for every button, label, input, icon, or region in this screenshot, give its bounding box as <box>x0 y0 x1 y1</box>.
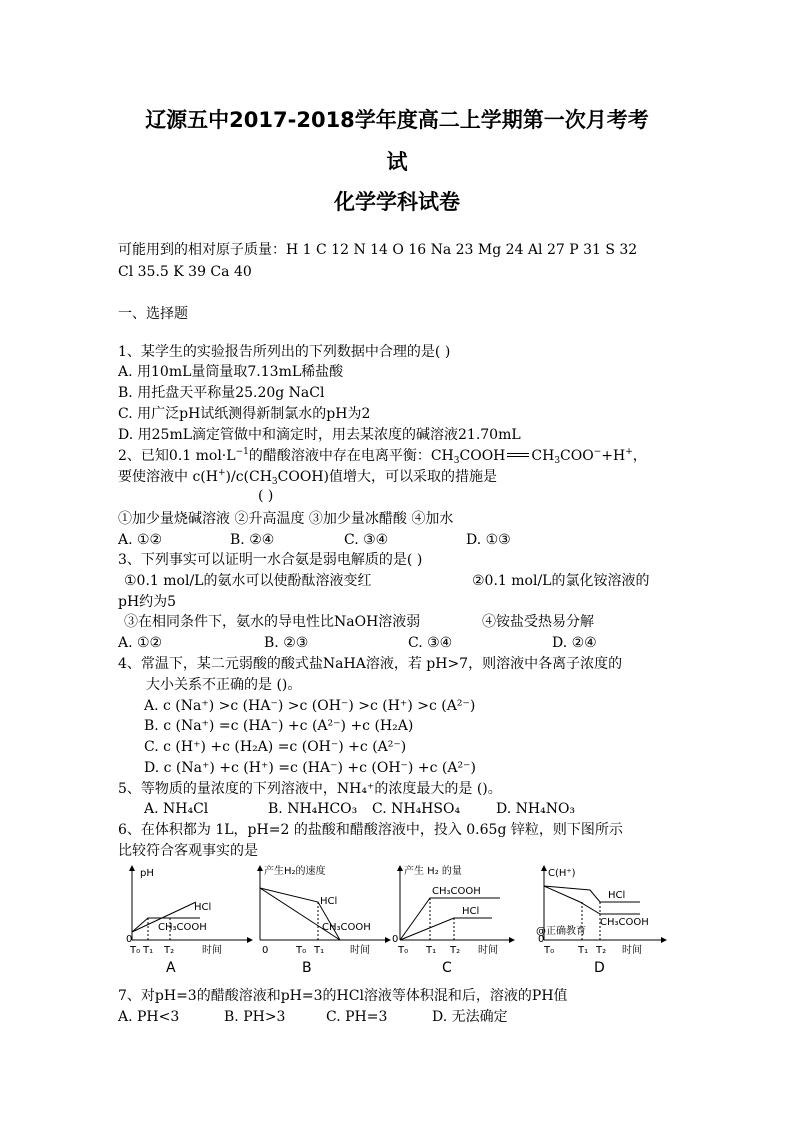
svg-text:0: 0 <box>538 934 545 945</box>
svg-text:T₀: T₀ <box>544 945 555 956</box>
svg-text:CH₃COOH: CH₃COOH <box>600 917 649 928</box>
q6-graphs <box>0 862 794 982</box>
q7-option-c: C. PH=3 <box>326 1009 388 1025</box>
q7-option-b: B. PH>3 <box>224 1009 286 1025</box>
svg-text:时间: 时间 <box>478 945 498 956</box>
section-title: 一、选择题 <box>118 306 188 322</box>
q4-option-b: B. c (Na⁺) =c (HA⁻) +c (A²⁻) +c (H₂A) <box>144 718 414 734</box>
svg-text:T₁: T₁ <box>578 945 589 956</box>
q3-option-d: D. ②④ <box>552 635 597 651</box>
q1-option-d: D. 用25mL滴定管做中和滴定时，用去某浓度的碱溶液21.70mL <box>118 427 521 443</box>
q7-option-d: D. 无法确定 <box>432 1009 508 1025</box>
graph-c-caption: C <box>442 960 452 976</box>
q1-option-a: A. 用10mL量筒量取7.13mL稀盐酸 <box>118 364 344 380</box>
graph-d-caption: D <box>594 960 605 976</box>
q3-option-b: B. ②③ <box>264 635 309 651</box>
svg-text:0: 0 <box>262 945 269 956</box>
svg-text:HCl: HCl <box>462 906 480 917</box>
q3-statement-4: ④铵盐受热易分解 <box>482 614 594 630</box>
svg-text:HCl: HCl <box>320 896 338 907</box>
svg-text:0: 0 <box>126 934 133 945</box>
svg-text:T₀: T₀ <box>296 945 307 956</box>
svg-text:时间: 时间 <box>350 945 370 956</box>
q2-option-a: A. ①② <box>118 532 163 548</box>
q2-stem: 2、已知0.1 $mol\cdot L^{-1}$的醋酸溶液中存在电离平衡：$CH_3COOH$ $CH_3COO^-+H^+$， <box>118 447 647 466</box>
exam-title-line2: 试 <box>386 150 408 174</box>
q7-stem: 7、对pH=3的醋酸溶液和pH=3的HCl溶液等体积混和后，溶液的PH值 <box>118 988 568 1004</box>
graph-d <box>536 868 664 956</box>
exam-subject-title: 化学学科试卷 <box>334 190 460 214</box>
q3-statement-2: ②0.1 mol/L的氯化铵溶液的 <box>472 573 650 589</box>
q4-option-c: C. c (H⁺) +c (H₂A) =c (OH⁻) +c (A²⁻) <box>144 739 407 755</box>
graph-d-watermark: @正确教育 <box>536 926 586 937</box>
q2-statements: ①加少量烧碱溶液 ②升高温度 ③加少量冰醋酸 ④加水 <box>118 511 454 527</box>
svg-text:T₁: T₁ <box>143 945 154 956</box>
graph-c <box>392 864 512 956</box>
atomic-mass-line1: 可能用到的相对原子质量：H 1 C 12 N 14 O 16 Na 23 Mg 24 Al 27 P 31 S 32 <box>118 242 638 258</box>
q4-stem: 4、常温下，某二元弱酸的酸式盐NaHA溶液，若 pH>7，则溶液中各离子浓度的 <box>118 656 623 672</box>
svg-text:CH₃COOH: CH₃COOH <box>432 886 481 897</box>
svg-text:HCl: HCl <box>608 890 626 901</box>
graph-d-ylabel: C(H⁺) <box>548 868 576 879</box>
q1-option-c: C. 用广泛pH试纸测得新制氯水的pH为2 <box>118 406 371 422</box>
q5-option-a: A. NH₄Cl <box>144 801 209 817</box>
q6-stem-line2: 比较符合客观事实的是 <box>118 843 258 859</box>
graph-b-caption: B <box>302 960 312 976</box>
graph-c-ylabel: 产生 H₂ 的量 <box>404 866 462 877</box>
q2-option-d: D. ①③ <box>466 532 511 548</box>
q3-option-a: A. ①② <box>118 635 163 651</box>
q5-option-d: D. NH₄NO₃ <box>496 801 576 817</box>
q1-stem: 1、某学生的实验报告所列出的下列数据中合理的是( ) <box>118 344 451 360</box>
svg-text:T₂: T₂ <box>596 945 607 956</box>
q2-answer-blank: ( ) <box>258 488 274 504</box>
graph-b <box>260 864 388 956</box>
svg-text:CH₃COOH: CH₃COOH <box>322 922 371 933</box>
q2-stem-line2: 要使溶液中 $c(H^+)/c(CH_3COOH)$值增大，可以采取的措施是 <box>118 468 497 487</box>
q3-option-c: C. ③④ <box>408 635 453 651</box>
graph-b-ylabel: 产生H₂的速度 <box>264 866 326 877</box>
q3-stem: 3、下列事实可以证明一水合氨是弱电解质的是( ) <box>118 552 423 568</box>
q2-option-c: C. ③④ <box>344 532 389 548</box>
svg-text:T₁: T₁ <box>426 945 437 956</box>
svg-text:T₁: T₁ <box>314 945 325 956</box>
q5-option-b: B. NH₄HCO₃ <box>268 801 358 817</box>
q6-stem: 6、在体积都为 1L，pH=2 的盐酸和醋酸溶液中，投入 0.65g 锌粒，则下图所示 <box>118 822 623 838</box>
q4-option-a: A. c (Na⁺) >c (HA⁻) >c (OH⁻) >c (H⁺) >c (A²⁻) <box>144 698 476 714</box>
atomic-mass-line2: Cl 35.5 K 39 Ca 40 <box>118 264 252 280</box>
graph-a-ch3cooh: CH₃COOH <box>158 922 207 933</box>
svg-text:T₂: T₂ <box>450 945 461 956</box>
q4-stem-line2: 大小关系不正确的是 ()。 <box>146 677 302 693</box>
svg-text:时间: 时间 <box>622 945 642 956</box>
q1-option-b: B. 用托盘天平称量25.20g NaCl <box>118 385 325 401</box>
q2-option-b: B. ②④ <box>230 532 275 548</box>
q5-option-c: C. NH₄HSO₄ <box>372 801 461 817</box>
q5-stem: 5、等物质的量浓度的下列溶液中，NH₄⁺的浓度最大的是 ()。 <box>118 781 502 797</box>
q3-statement-2-cont: pH约为5 <box>118 594 177 610</box>
equilibrium-arrow-icon <box>505 447 531 465</box>
graph-a <box>126 868 250 956</box>
svg-text:T₀: T₀ <box>130 945 141 956</box>
svg-text:T₂: T₂ <box>164 945 175 956</box>
exam-title-line1: 辽源五中2017-2018学年度高二上学期第一次月考考 <box>145 108 649 132</box>
q3-statement-1: ①0.1 mol/L的氨水可以使酚酞溶液变红 <box>124 573 372 589</box>
svg-text:0: 0 <box>392 934 399 945</box>
graph-a-ylabel: pH <box>140 868 154 879</box>
graph-a-caption: A <box>166 960 176 976</box>
q7-option-a: A. PH<3 <box>118 1009 180 1025</box>
q4-option-d: D. c (Na⁺) +c (H⁺) =c (HA⁻) +c (OH⁻) +c (A²⁻) <box>144 760 476 776</box>
svg-text:T₀: T₀ <box>398 945 409 956</box>
svg-text:时间: 时间 <box>202 945 222 956</box>
graph-a-hcl: HCl <box>194 902 212 913</box>
q3-statement-3: ③在相同条件下，氨水的导电性比NaOH溶液弱 <box>124 614 421 630</box>
